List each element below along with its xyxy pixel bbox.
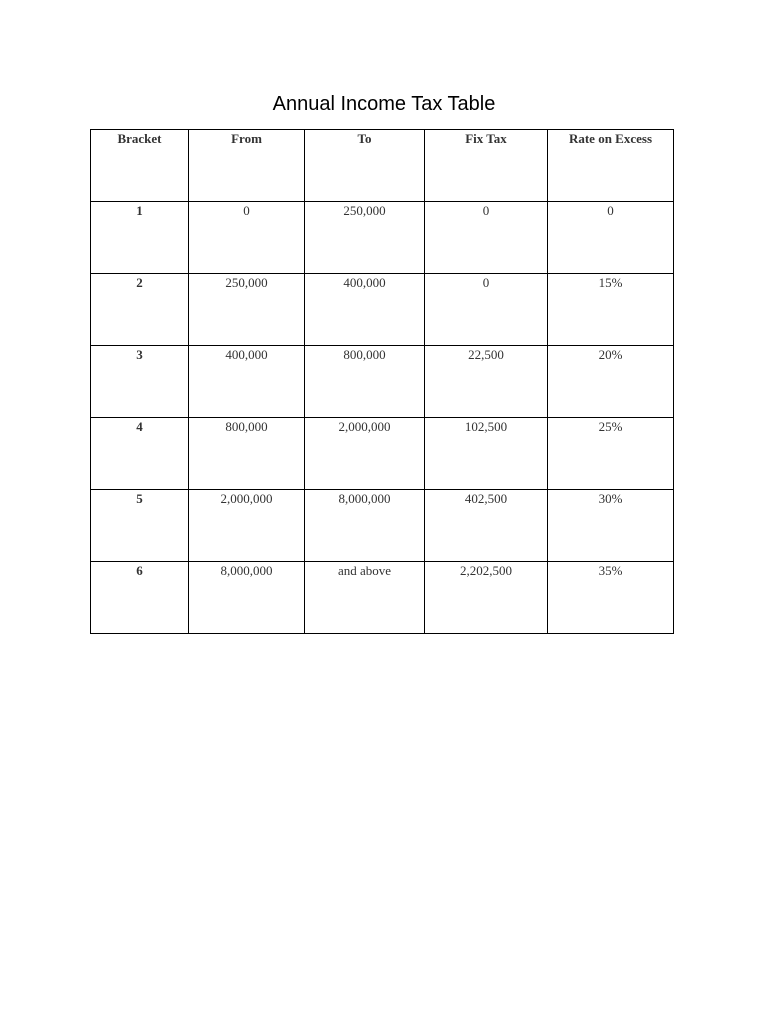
- from-cell: 8,000,000: [189, 562, 305, 634]
- fix-tax-cell: 0: [425, 202, 548, 274]
- rate-cell: 35%: [548, 562, 674, 634]
- table-row: [91, 490, 674, 562]
- bracket-cell: 1: [91, 202, 189, 274]
- bracket-cell: 4: [91, 418, 189, 490]
- rate-cell: 30%: [548, 490, 674, 562]
- from-cell: 0: [189, 202, 305, 274]
- bracket-cell: 3: [91, 346, 189, 418]
- fix-tax-cell: 0: [425, 274, 548, 346]
- from-cell: 250,000: [189, 274, 305, 346]
- header-to: To: [305, 130, 425, 202]
- table-row: [91, 202, 674, 274]
- bracket-cell: 6: [91, 562, 189, 634]
- rate-cell: 15%: [548, 274, 674, 346]
- table-row: [91, 562, 674, 634]
- to-cell: 2,000,000: [305, 418, 425, 490]
- to-cell: 800,000: [305, 346, 425, 418]
- header-rate-on-excess: Rate on Excess: [548, 130, 674, 202]
- table-row: [91, 346, 674, 418]
- to-cell: and above: [305, 562, 425, 634]
- to-cell: 250,000: [305, 202, 425, 274]
- table-row: [91, 418, 674, 490]
- to-cell: 8,000,000: [305, 490, 425, 562]
- to-cell: 400,000: [305, 274, 425, 346]
- rate-cell: 25%: [548, 418, 674, 490]
- from-cell: 800,000: [189, 418, 305, 490]
- fix-tax-cell: 102,500: [425, 418, 548, 490]
- bracket-cell: 5: [91, 490, 189, 562]
- header-bracket: Bracket: [91, 130, 189, 202]
- fix-tax-cell: 402,500: [425, 490, 548, 562]
- bracket-cell: 2: [91, 274, 189, 346]
- from-cell: 2,000,000: [189, 490, 305, 562]
- fix-tax-cell: 22,500: [425, 346, 548, 418]
- rate-cell: 20%: [548, 346, 674, 418]
- from-cell: 400,000: [189, 346, 305, 418]
- header-fix-tax: Fix Tax: [425, 130, 548, 202]
- table-row: [91, 274, 674, 346]
- rate-cell: 0: [548, 202, 674, 274]
- page-title: Annual Income Tax Table: [272, 93, 496, 115]
- fix-tax-cell: 2,202,500: [425, 562, 548, 634]
- header-from: From: [189, 130, 305, 202]
- tax-table: [90, 129, 674, 634]
- table-header-row: [91, 130, 674, 202]
